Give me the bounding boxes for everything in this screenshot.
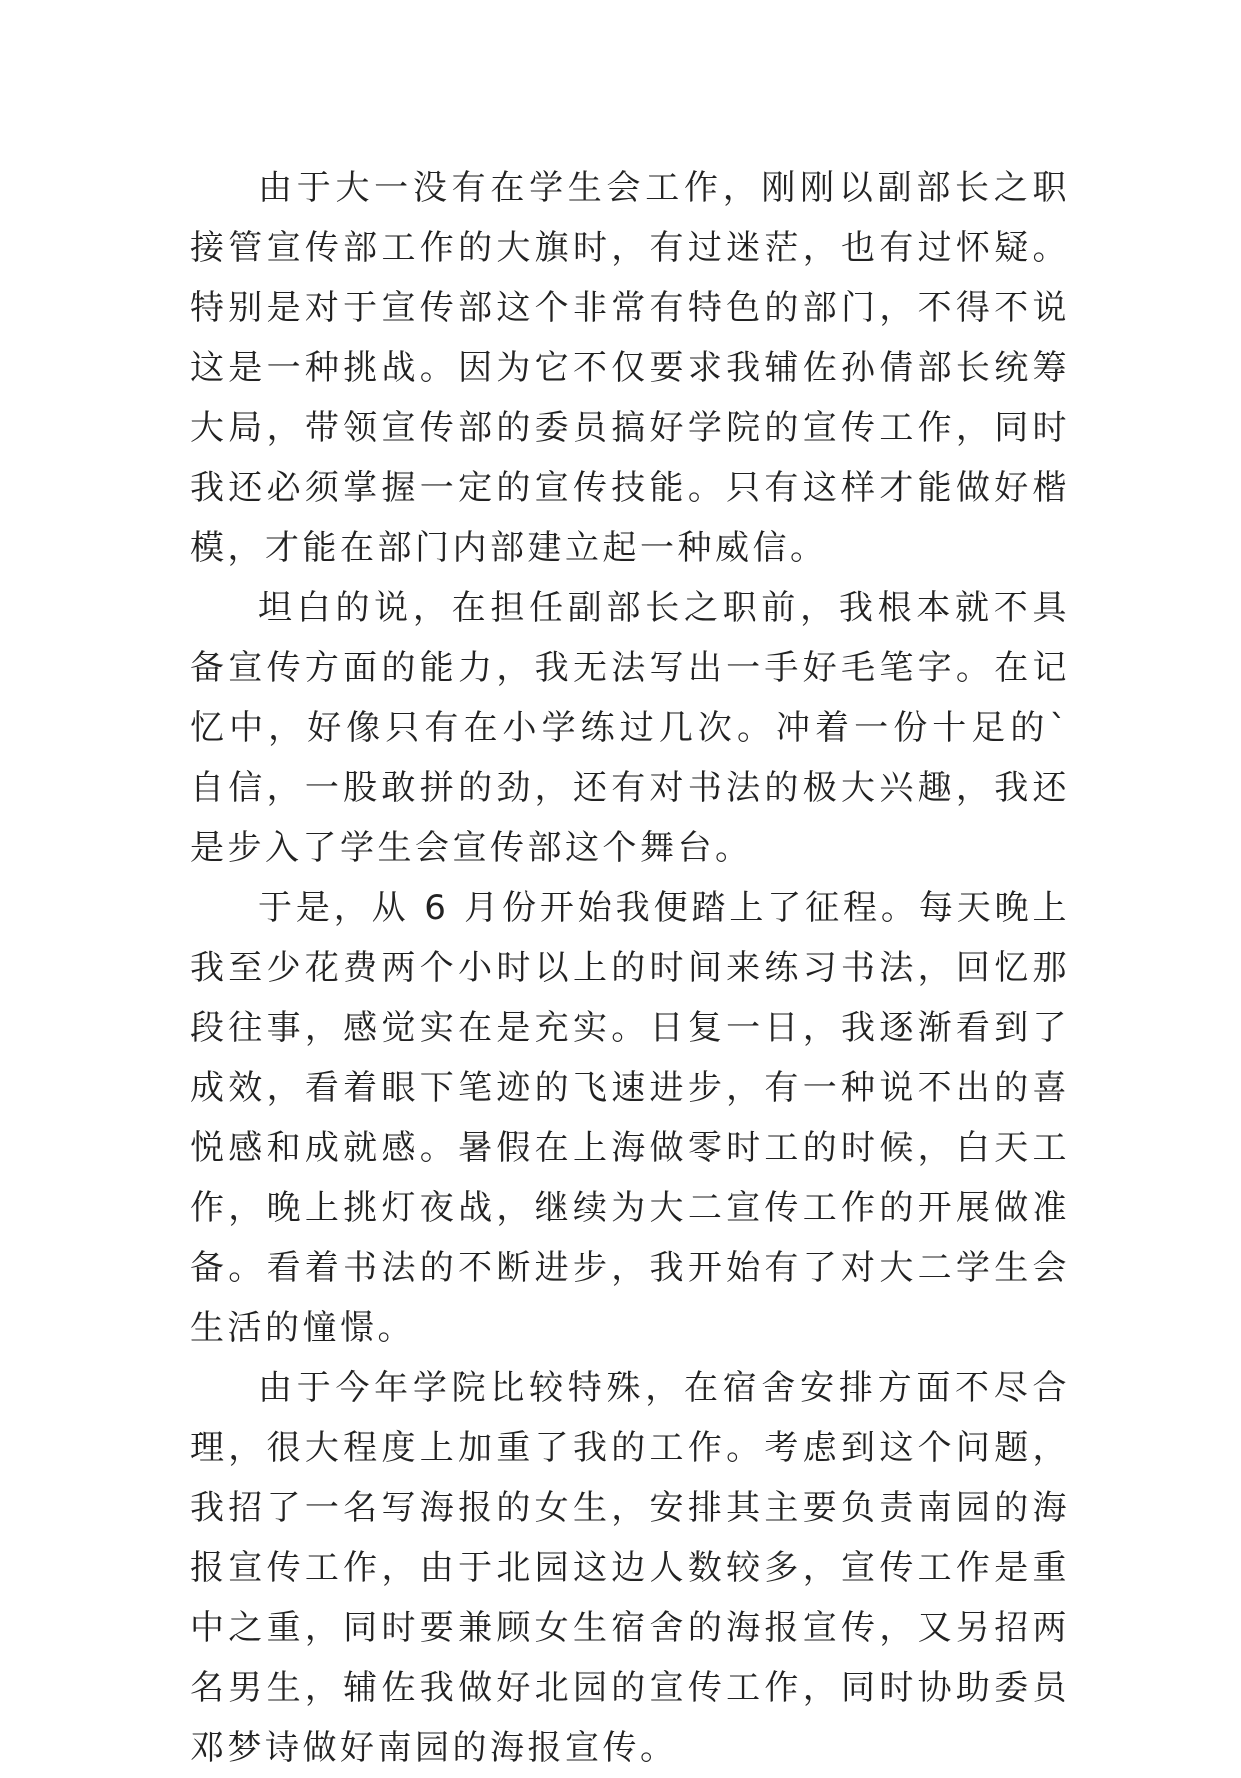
paragraph-1: 由于大一没有在学生会工作，刚刚以副部长之职接管宣传部工作的大旗时，有过迷茫，也有过怀疑。特别是对于宣传部这个非常有特色的部门，不得不说这是一种挑战。因为它不仅要求我辅佐孙倩部长统筹大局，带领宣传部的委员搞好学院的宣传工作，同时我还必须掌握一定的宣传技能。只有这样才能做好楷模，才能在部门内部建立起一种威信。: [190, 168, 1070, 568]
document-body: [190, 158, 1070, 1778]
paragraph-2: 坦白的说，在担任副部长之职前，我根本就不具备宣传方面的能力，我无法写出一手好毛笔字。在记忆中，好像只有在小学练过几次。冲着一份十足的`自信，一股敢拼的劲，还有对书法的极大兴趣，我还是步入了学生会宣传部这个舞台。: [190, 588, 1070, 868]
paragraph-4: 由于今年学院比较特殊，在宿舍安排方面不尽合理，很大程度上加重了我的工作。考虑到这个问题，我招了一名写海报的女生，安排其主要负责南园的海报宣传工作，由于北园这边人数较多，宣传工作是重中之重，同时要兼顾女生宿舍的海报宣传，又另招两名男生，辅佐我做好北园的宣传工作，同时协助委员邓梦诗做好南园的海报宣传。: [190, 1368, 1070, 1768]
paragraph-3: 于是，从 6 月份开始我便踏上了征程。每天晚上我至少花费两个小时以上的时间来练习书法，回忆那段往事，感觉实在是充实。日复一日，我逐渐看到了成效，看着眼下笔迹的飞速进步，有一种说不出的喜悦感和成就感。暑假在上海做零时工的时候，白天工作，晚上挑灯夜战，继续为大二宣传工作的开展做准备。看着书法的不断进步，我开始有了对大二学生会生活的憧憬。: [190, 888, 1070, 1348]
